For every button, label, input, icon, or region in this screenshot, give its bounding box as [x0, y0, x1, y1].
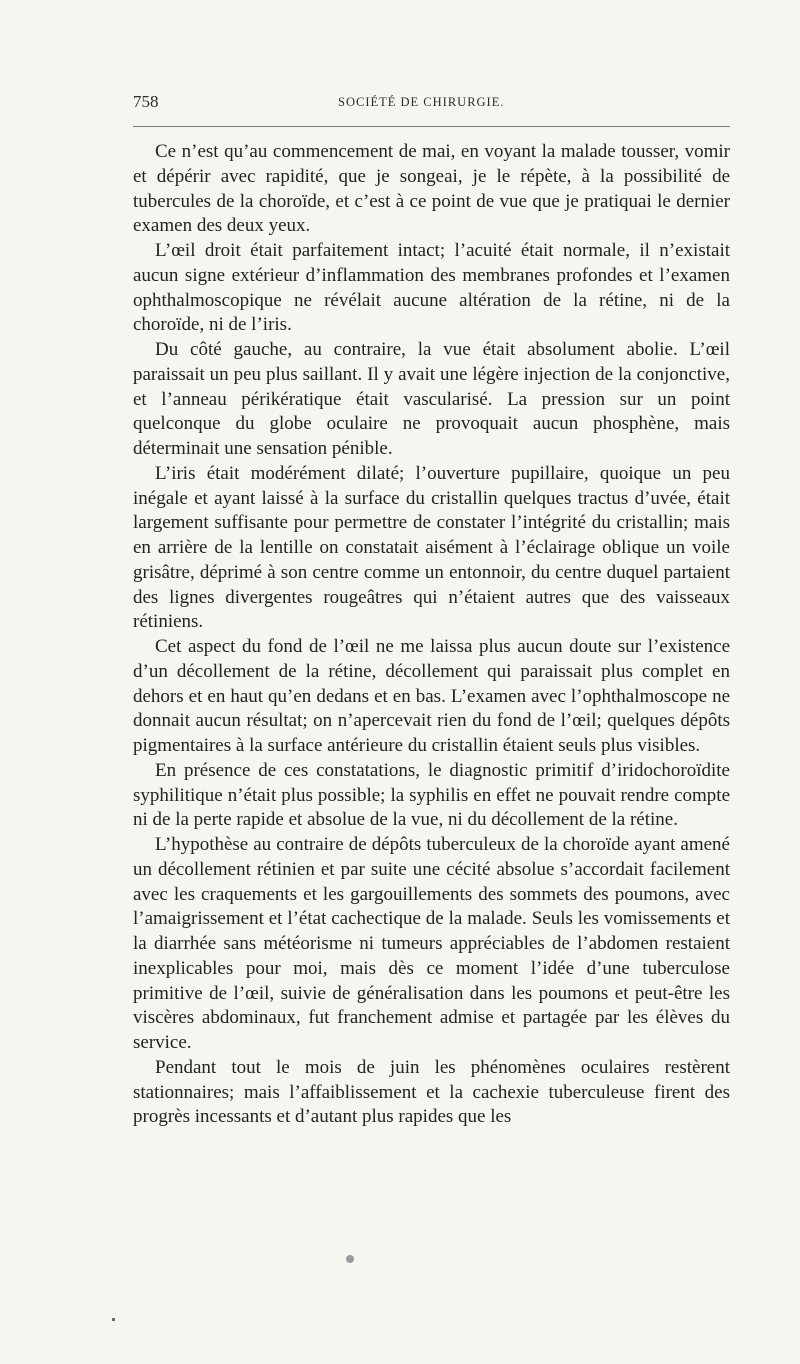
paragraph: Du côté gauche, au contraire, la vue était absolument abolie. L’œil paraissait un peu plus saillant. Il y avait une légère injection de la conjonctive, et l’anneau périkératique était vascularisé. La pression sur un point quelconque du globe oculaire ne provoquait aucun phosphène, mais déterminait une sensation pénible. [133, 339, 730, 459]
paragraph: Ce n’est qu’au commencement de mai, en voyant la malade tousser, vomir et dépérir avec rapidité, que je songeai, je le répète, à la possibilité de tubercules de la choroïde, et c’est à ce point de vue que je pratiquai le dernier examen des deux yeux. [133, 141, 730, 237]
paragraph: L’hypothèse au contraire de dépôts tuberculeux de la choroïde ayant amené un décollement rétinien et par suite une cécité absolue s’accordait facilement avec les craquements et les gargouillements des sommets des poumons, avec l’amaigrissement et l’état cachectique de la malade. Seuls les vomissements et la diarrhée sans météorisme ni tumeurs appréciables de l’abdomen restaient inexplicables pour moi, mais dès ce moment l’idée d’une tuberculose primitive de l’œil, suivie de généralisation dans les poumons et peut-être les viscères abdominaux, fut franchement admise et partagée par les élèves du service. [133, 834, 730, 1053]
paragraph: En présence de ces constatations, le diagnostic primitif d’iridochoroïdite syphilitique n’était plus possible; la syphilis en effet ne pouvait rendre compte ni de la perte rapide et absolue de la vue, ni du décollement de la rétine. [133, 759, 730, 831]
paragraph: Pendant tout le mois de juin les phénomènes oculaires restèrent stationnaires; mais l’affaiblissement et la cachexie tuberculeuse firent des progrès incessants et d’autant plus rapides que les [133, 1056, 730, 1128]
running-head: SOCIÉTÉ DE CHIRURGIE. [338, 95, 505, 109]
header-rule [133, 126, 730, 127]
paragraph: L’œil droit était parfaitement intact; l’acuité était normale, il n’existait aucun signe extérieur d’inflammation des membranes profondes et l’examen ophthalmoscopique ne révélait aucune altération de la rétine, ni de la choroïde, ni de l’iris. [133, 240, 730, 336]
paragraph: Cet aspect du fond de l’œil ne me laissa plus aucun doute sur l’existence d’un décollement de la rétine, décollement qui paraissait plus complet en dehors et en haut qu’en dedans et en bas. L’examen avec l’ophthalmoscope ne donnait aucun résultat; on n’apercevait rien du fond de l’œil; quelques dépôts pigmentaires à la surface antérieure du cristallin étaient seuls plus visibles. [133, 636, 730, 756]
ornament-dot [346, 1255, 354, 1263]
page-number: 758 [133, 92, 159, 111]
print-speck [112, 1318, 115, 1321]
page-header [133, 92, 730, 114]
body-text [133, 140, 730, 1130]
paragraph: L’iris était modérément dilaté; l’ouverture pupillaire, quoique un peu inégale et ayant laissé à la surface du cristallin quelques tractus d’uvée, était largement suffisante pour permettre de constater l’intégrité du cristallin; mais en arrière de la lentille on constatait aisément à l’éclairage oblique un voile grisâtre, déprimé à son centre comme un entonnoir, du centre duquel partaient des lignes divergentes rougeâtres qui n’étaient autres que des vaisseaux rétiniens. [133, 462, 730, 633]
